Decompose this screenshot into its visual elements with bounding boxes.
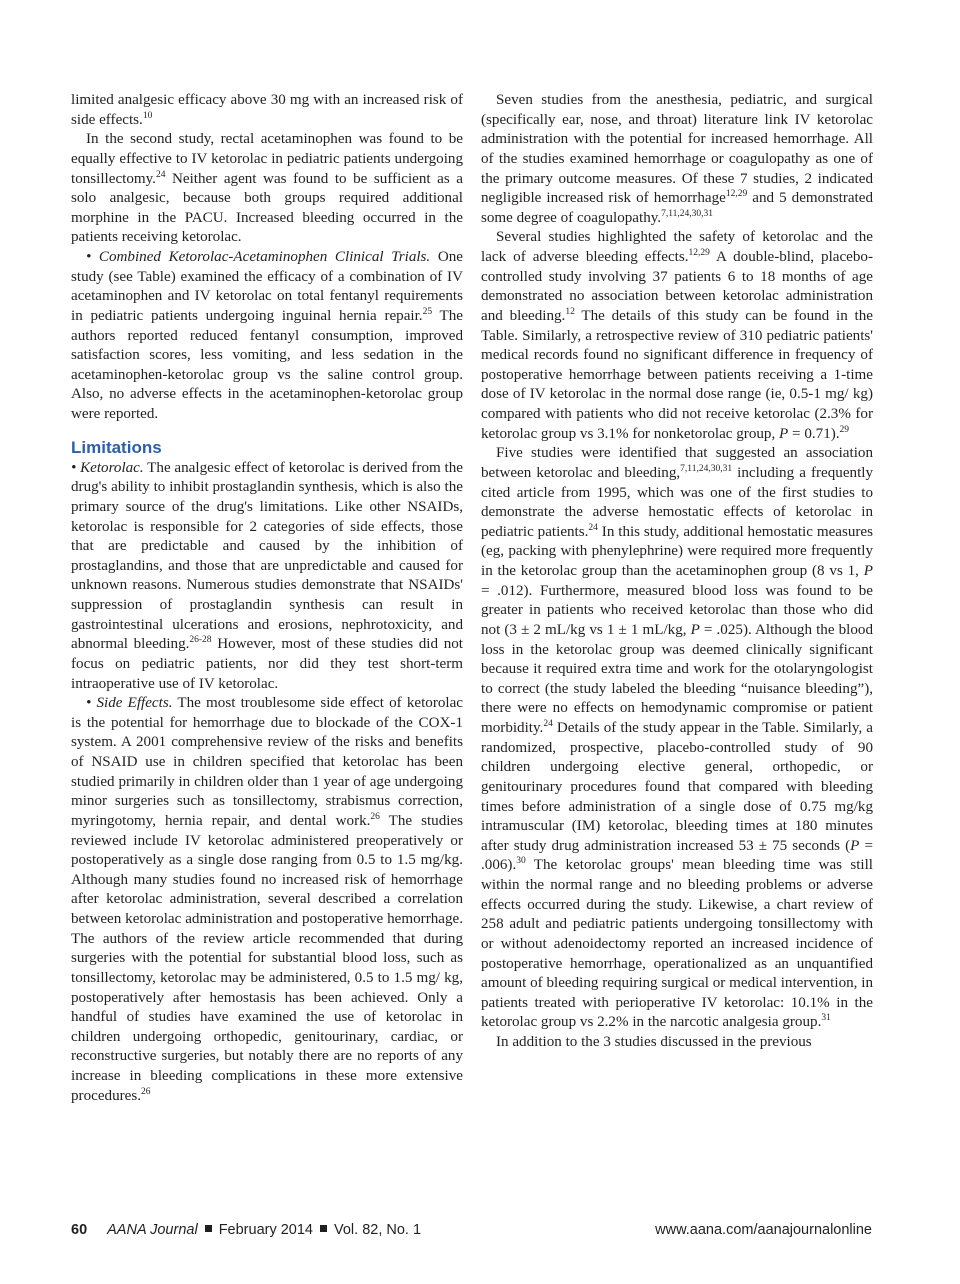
citation: 26 (141, 1086, 151, 1097)
citation: 12,29 (725, 189, 748, 200)
paragraph: In the second study, rectal acetaminophen was found to be equally effective to IV ketorolac in pediatric patients undergoing tonsillectomy.$^{24}$ Neither agent was found to be sufficient as a solo analgesic, because both groups required additional morphine in the PACU. Increased bleeding occurred in the patients receiving ketorolac. (71, 131, 463, 246)
volume-info: Vol. 82, No. 1 (334, 1222, 422, 1238)
section-heading: Limitations (71, 437, 162, 457)
citation: 7,11,24,30,31 (680, 463, 733, 474)
citation: 26 (370, 811, 380, 822)
citation: 24 (543, 719, 553, 729)
citation: 12 (565, 306, 575, 317)
paragraph: • Ketorolac. The analgesic effect of ketorolac is derived from the drug's ability to inhibit prostaglandin synthesis, which is also the primary source of the drug's limitations. Like other NSAIDs, ketorolac is responsible for 2 categories of side effects, those that are predictable and caused by the inhibition of prostaglandins, and those that are unpredictable and caused for unknown reasons. Numerous studies demonstrate that NSAIDs' suppression of prostaglandin synthesis can result in gastrointestinal ulcerations and erosions, nephrotoxicity, and abnormal bleeding.$^{26-28}$ However, most of these studies did not focus on pediatric patients, nor did they test short-term intraoperative use of IV ketorolac. (71, 459, 463, 692)
subsection-title: • Side Effects. (86, 695, 173, 712)
citation: 30 (516, 856, 526, 867)
citation: 7,11,24,30,31 (661, 208, 713, 219)
citation: 25 (422, 306, 433, 317)
citation: 10 (142, 110, 153, 121)
citation: 24 (588, 522, 598, 533)
paragraph: limited analgesic efficacy above 30 mg with an increased risk of side effects.$^{10}$ (71, 92, 463, 128)
paragraph: Seven studies from the anesthesia, pediatric, and surgical (specifically ear, nose, and throat) literature link IV ketorolac administration with the potential for increased hemorrhage. All of the studies examined hemorrhage or coagulopathy as one of the primary outcome measures. Of these 7 studies, 2 indicated negligible increased risk of hemorrhage$^{12,29}$ and 5 demonstrated some degree of coagulopathy.$^{7,11,24,30,31}$ (481, 92, 873, 226)
issue-date: February 2014 (218, 1222, 313, 1238)
citation: 31 (821, 1013, 831, 1024)
citation: 12,29 (688, 248, 710, 258)
page-number: 60 (71, 1222, 88, 1238)
citation: 29 (839, 424, 850, 435)
right-column (481, 91, 873, 1053)
separator-square-icon (320, 1225, 327, 1232)
subsection-title: • Combined Ketorolac-Acetaminophen Clinical Trials. (86, 249, 431, 265)
separator-square-icon (205, 1225, 212, 1232)
paragraph: Five studies were identified that suggested an association between ketorolac and bleeding,$^{7,11,24,30,31}$ including a frequently cited article from 1995, which was one of the first studies to demonstrate the adverse hemostatic effects of ketorolac in pediatric patients.$^{24}$ In this study, additional hemostatic measures (eg, packing with phenylephrine) were required more frequently in the ketorolac group than the acetaminophen group (8 vs 1, P = .012). Furthermore, measured blood loss was found to be greater in patients who received ketorolac than those who did not (3 ± 2 mL/kg vs 1 ± 1 mL/kg, P = .025). Although the blood loss in the ketorolac group was deemed clinically significant because it required extra time and work for the otolaryngologist to correct (the study labeled the bleeding “nuisance bleeding”), there were no effects on hemodynamic compromise or patient morbidity.$^{24}$ Details of the study appear in the Table. Similarly, a randomized, prospective, placebo-controlled study of 90 children undergoing elective general, orthopedic, or genitourinary procedures found that compared with bleeding times before administration of a single dose of 0.75 mg/kg intramuscular (IM) ketorolac, bleeding times at 180 minutes after study drug administration increased 53 ± 75 seconds (P = .006).$^{30}$ The ketorolac groups' mean bleeding time was still within the normal range and no bleeding problems or adverse effects occurred during the study. Likewise, a chart review of 258 adult and pediatric patients undergoing tonsillectomy with or without adenoidectomy reported an increased incidence of postoperative hemorrhage, operationalized as an unquantified amount of bleeding requiring surgical or medical intervention, in patients treated with perioperative IV ketorolac: 10.1% in the ketorolac group vs 2.2% in the narcotic analgesia group.$^{31}$ (481, 445, 873, 1031)
journal-url: www.aana.com/aanajournalonline (655, 1222, 872, 1238)
left-column (71, 91, 463, 1106)
citation: 24 (155, 169, 166, 180)
journal-name: AANA Journal (107, 1222, 198, 1238)
paragraph: • Side Effects. The most troublesome side effect of ketorolac is the potential for hemorrhage due to blockade of the COX-1 system. A 2001 comprehensive review of the risks and benefits of NSAID use in children specified that ketorolac has been studied primarily in children older than 1 year of age undergoing minor surgeries such as tonsillectomy, strabismus correction, myringotomy, hernia repair, and dental work.$^{26}$ The studies reviewed include IV ketorolac administered preoperatively or postoperatively as a single dose ranging from 0.5 to 1.5 mg/kg. Although many studies found no increased risk of hemorrhage after ketorolac administration, several described a correlation between ketorolac administration and postoperative hemorrhage. The authors of the review article recommended that during surgeries with the potential for substantial blood loss, such as tonsillectomy, ketorolac may be administered, 0.5 to 1.5 mg/ kg, postoperatively after hemostasis has been achieved. Only a handful of studies have examined the use of ketorolac in children undergoing orthopedic, genitourinary, cardiac, or reconstructive surgeries, but notably there are no reports of any increase in bleeding complications in these more extensive procedures.$^{26}$ (71, 695, 464, 1104)
paragraph: • Combined Ketorolac-Acetaminophen Clinical Trials. One study (see Table) examined the efficacy of a combination of IV acetaminophen and IV ketorolac on total fentanyl requirements in pediatric patients undergoing inguinal hernia repair.$^{25}$ The authors reported reduced fentanyl consumption, improved satisfaction scores, less vomiting, and less sedation in the acetaminophen-ketorolac group vs the saline control group. Also, no adverse effects in the acetaminophen-ketorolac group were reported. (71, 249, 463, 422)
citation: 26-28 (189, 635, 212, 646)
page-footer (71, 1222, 872, 1238)
subsection-title: • Ketorolac. (71, 459, 144, 476)
paragraph: In addition to the 3 studies discussed in the previous (496, 1034, 812, 1050)
paragraph: Several studies highlighted the safety of ketorolac and the lack of adverse bleeding effects.$^{12,29}$ A double-blind, placebo-controlled study involving 37 patients 6 to 18 months of age demonstrated no association between ketorolac administration and bleeding.$^{12}$ The details of this study can be found in the Table. Similarly, a retrospective review of 310 pediatric patients' medical records found no significant difference in frequency of postoperative hemorrhage between patients receiving a 1-time dose of IV ketorolac in the normal dose range (ie, 0.5-1 mg/ kg) compared with patients who did not receive ketorolac (2.3% for ketorolac group vs 3.1% for nonketorolac group, P = 0.71).$^{29}$ (481, 229, 874, 442)
